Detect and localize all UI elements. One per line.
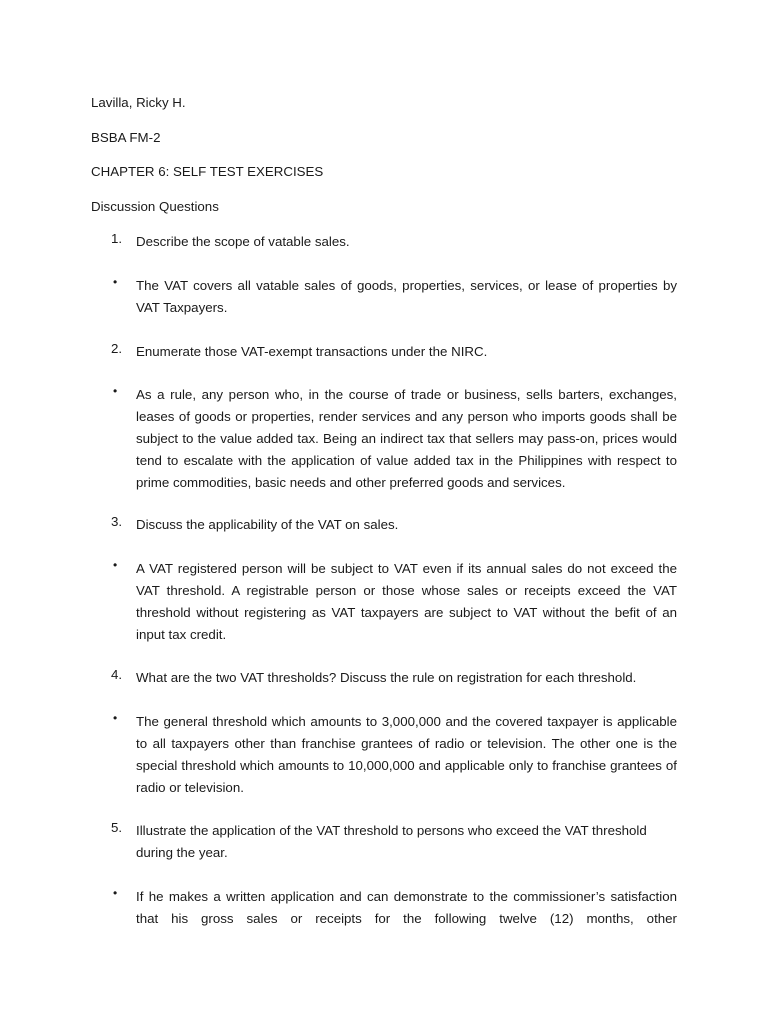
question-text: What are the two VAT thresholds? Discuss the rule on registration for each threshold. [136,670,637,685]
question-number: 3. [111,514,123,529]
bullet-icon: • [113,558,118,572]
bullet-icon: • [113,275,118,289]
answer-text: The VAT covers all vatable sales of goods, properties, services, or lease of properties by VAT Taxpayers. [136,278,677,315]
question-text: Illustrate the application of the VAT threshold to persons who exceed the VAT threshold during the year. [136,823,647,860]
answer-text: The general threshold which amounts to 3,000,000 and the covered taxpayer is applicable to all taxpayers other than franchise grantees of radio or television. The other one is the special threshold which amounts to 10,000,000 and applicable only to franchise grantees of radio or television. [136,714,677,795]
answer-text: If he makes a written application and can demonstrate to the commissioner’s satisfaction that his gross sales or receipts for the following twelve (12) months, other [136,889,677,926]
question-number: 5. [111,820,123,835]
answer-text: A VAT registered person will be subject to VAT even if its annual sales do not exceed the VAT threshold. A registrable person or those whose sales or receipts exceed the VAT threshold without registering as VAT taxpayers are subject to VAT without the befit of an input tax credit. [136,561,677,642]
question-text: Enumerate those VAT-exempt transactions under the NIRC. [136,344,488,359]
question-number: 2. [111,341,123,356]
question-text: Discuss the applicability of the VAT on sales. [136,517,399,532]
section-heading: Discussion Questions [91,199,219,214]
course-section: BSBA FM-2 [91,130,161,145]
bullet-icon: • [113,711,118,725]
bullet-icon: • [113,886,118,900]
student-name: Lavilla, Ricky H. [91,95,186,110]
answer-text: As a rule, any person who, in the course of trade or business, sells barters, exchanges, leases of goods or properties, render services and any person who imports goods shall be subject to the value added tax. Being an indirect tax that sellers may pass-on, prices would tend to escalate with the application of value added tax in the Philippines with respect to prime commodities, basic needs and other preferred goods and services. [136,387,677,490]
question-text: Describe the scope of vatable sales. [136,234,350,249]
question-number: 4. [111,667,123,682]
bullet-icon: • [113,384,118,398]
chapter-title: CHAPTER 6: SELF TEST EXERCISES [91,164,324,179]
question-number: 1. [111,231,123,246]
